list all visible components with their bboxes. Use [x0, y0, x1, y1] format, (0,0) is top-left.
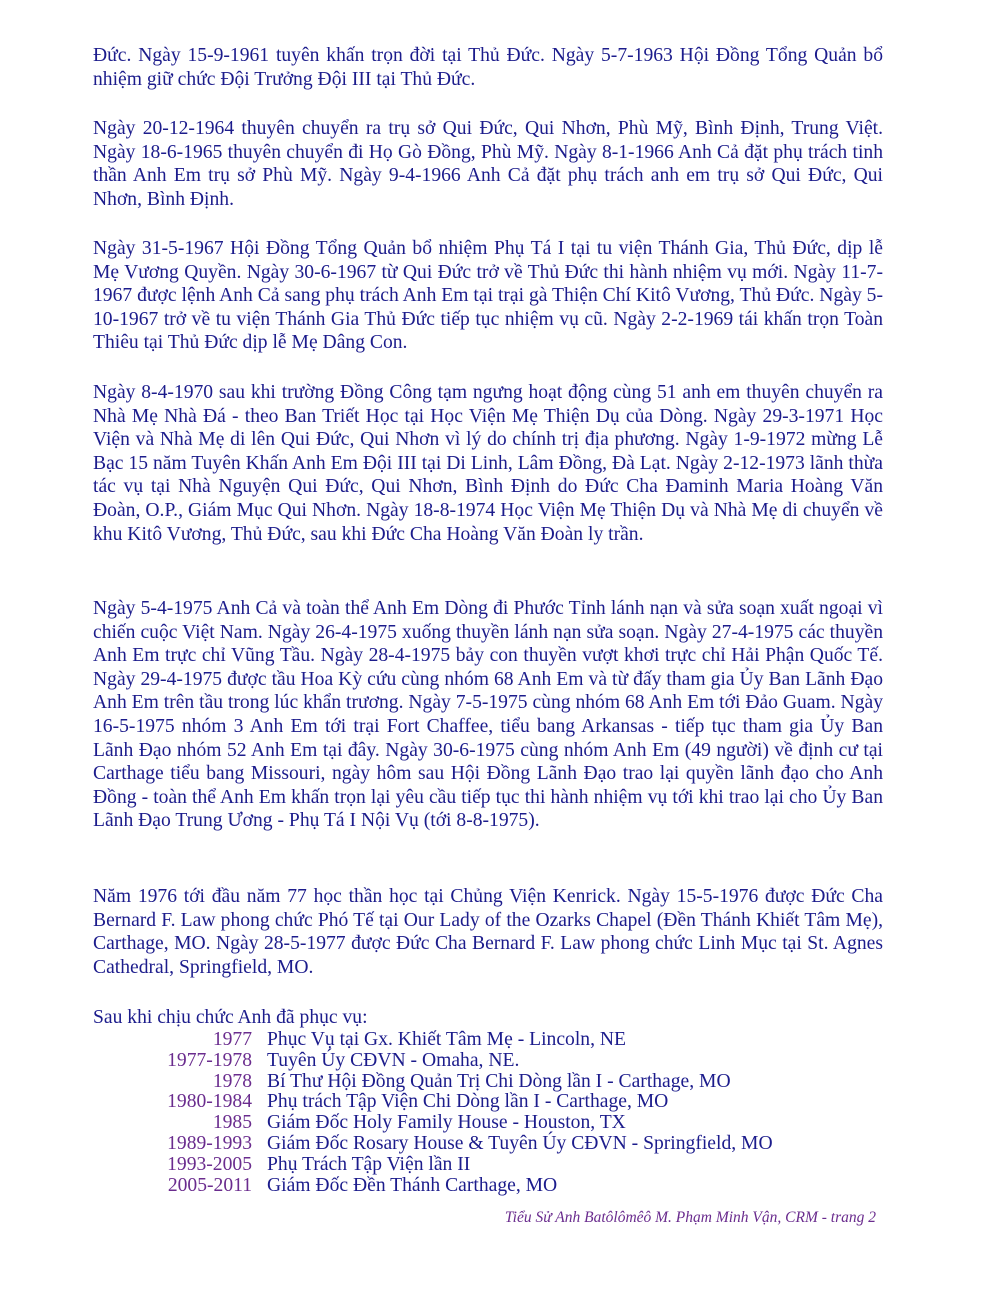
- service-year: 1980-1984: [167, 1091, 252, 1113]
- service-description: Bí Thư Hội Đồng Quản Trị Chi Dòng lần I - Carthage, MO: [267, 1070, 731, 1092]
- service-year: 1985: [212, 1112, 252, 1134]
- service-intro: Sau khi chịu chức Anh đã phục vụ:: [93, 1007, 368, 1028]
- service-item: [93, 1051, 893, 1072]
- service-item: [93, 1113, 893, 1134]
- service-item: [93, 1072, 893, 1093]
- service-list: [93, 1030, 893, 1196]
- service-item: [93, 1155, 893, 1176]
- service-item: [93, 1030, 893, 1051]
- service-description: Phụ trách Tập Viện Chi Dòng lần I - Carthage, MO: [267, 1091, 669, 1113]
- paragraph-2: Ngày 20-12-1964 thuyên chuyển ra trụ sở Qui Đức, Qui Nhơn, Phù Mỹ, Bình Định, Trung Việt. Ngày 18-6-1965 thuyên chuyển đi Họ Gò Đồng, Phù Mỹ. Ngày 8-1-1966 Anh Cả đặt phụ trách tinh thần Anh Em trụ sở Phù Mỹ. Ngày 9-4-1966 Anh Cả đặt phụ trách anh em trụ sở Qui Đức, Qui Nhơn, Bình Định.: [93, 118, 883, 210]
- service-year: 1977: [212, 1029, 252, 1050]
- paragraph-5: Ngày 5-4-1975 Anh Cả và toàn thể Anh Em Dòng đi Phước Tỉnh lánh nạn và sửa soạn xuất ngoại vì chiến cuộc Việt Nam. Ngày 26-4-1975 xuống thuyền lánh nạn sửa soạn. Ngày 27-4-1975 các thuyền Anh Em trực chỉ Vũng Tầu. Ngày 28-4-1975 bảy con thuyền vượt khơi trực chỉ Hải Phận Quốc Tế. Ngày 29-4-1975 được tầu Hoa Kỳ cứu cùng nhóm 68 Anh Em và từ đấy tham gia Ủy Ban Lãnh Đạo Anh Em trên tầu trong lúc khẩn trương. Ngày 7-5-1975 cùng nhóm 68 Anh Em tới Đảo Guam. Ngày 16-5-1975 nhóm 3 Anh Em tới trại Fort Chaffee, tiểu bang Arkansas - tiếp tục tham gia Ủy Ban Lãnh Đạo nhóm 52 Anh Em tại đây. Ngày 30-6-1975 cùng nhóm Anh Em (49 người) về định cư tại Carthage tiểu bang Missouri, ngày hôm sau Hội Đồng Lãnh Đạo trao lại quyền lãnh đạo cho Anh Đồng - toàn thể Anh Em khấn trọn lại yêu cầu tiếp tục thi hành nhiệm vụ tới khi trao lại cho Ủy Ban Lãnh Đạo Trung Ương - Phụ Tá I Nội Vụ (tới 8-8-1975).: [93, 598, 883, 832]
- service-description: Phụ Trách Tập Viện lần II: [267, 1153, 471, 1175]
- paragraph-1: Đức. Ngày 15-9-1961 tuyên khấn trọn đời tại Thủ Đức. Ngày 5-7-1963 Hội Đồng Tổng Quản bổ nhiệm giữ chức Đội Trưởng Đội III tại Thủ Đức.: [93, 45, 883, 90]
- paragraph-6: Năm 1976 tới đầu năm 77 học thần học tại Chủng Viện Kenrick. Ngày 15-5-1976 được Đức Cha Bernard F. Law phong chức Phó Tế tại Our Lady of the Ozarks Chapel (Đền Thánh Khiết Tâm Mẹ), Carthage, MO. Ngày 28-5-1977 được Đức Cha Bernard F. Law phong chức Linh Mục tại St. Agnes Cathedral, Springfield, MO.: [93, 886, 883, 978]
- service-item: [93, 1176, 893, 1197]
- service-year: 1989-1993: [167, 1132, 252, 1154]
- service-year: 1993-2005: [167, 1153, 252, 1175]
- service-description: Phục Vụ tại Gx. Khiết Tâm Mẹ - Lincoln, NE: [267, 1029, 626, 1050]
- service-description: Giám Đốc Đền Thánh Carthage, MO: [267, 1174, 558, 1196]
- service-year: 1978: [212, 1070, 252, 1092]
- service-description: Giám Đốc Holy Family House - Houston, TX: [267, 1112, 626, 1134]
- paragraph-4: Ngày 8-4-1970 sau khi trường Đồng Công tạm ngưng hoạt động cùng 51 anh em thuyên chuyển ra Nhà Mẹ Nhà Đá - theo Ban Triết Học tại Học Viện Mẹ Thiện Dụ của Dòng. Ngày 29-3-1971 Học Viện và Nhà Mẹ di lên Qui Đức, Qui Nhơn vì lý do chính trị địa phương. Ngày 1-9-1972 mừng Lễ Bạc 15 năm Tuyên Khấn Anh Em Đội III tại Di Linh, Lâm Đồng, Đà Lạt. Ngày 2-12-1973 lãnh thừa tác vụ tại Nhà Nguyện Qui Đức, Qui Nhơn, Bình Định do Đức Cha Đaminh Maria Hoàng Văn Đoàn, O.P., Giám Mục Qui Nhơn. Ngày 18-8-1974 Học Viện Mẹ Thiện Dụ và Nhà Mẹ di chuyển về khu Kitô Vương, Thủ Đức, sau khi Đức Cha Hoàng Văn Đoàn ly trần.: [93, 382, 883, 545]
- service-description: Giám Đốc Rosary House & Tuyên Úy CĐVN - Springfield, MO: [267, 1132, 773, 1154]
- service-item: [93, 1134, 893, 1155]
- paragraph-3: Ngày 31-5-1967 Hội Đồng Tổng Quản bổ nhiệm Phụ Tá I tại tu viện Thánh Gia, Thủ Đức, dịp lễ Mẹ Vương Quyền. Ngày 30-6-1967 từ Qui Đức trở về Thủ Đức thi hành nhiệm vụ mới. Ngày 11-7-1967 được lệnh Anh Cả sang phụ trách Anh Em tại trại gà Thiện Chí Kitô Vương, Thủ Đức. Ngày 5-10-1967 trở về tu viện Thánh Gia Thủ Đức tiếp tục nhiệm vụ cũ. Ngày 2-2-1969 tái khấn trọn Toàn Thiêu tại Thủ Đức dịp lễ Mẹ Dâng Con.: [93, 238, 883, 354]
- service-year: 2005-2011: [167, 1174, 252, 1196]
- page-footer: Tiểu Sử Anh Batôlômêô M. Phạm Minh Vận, CRM - trang 2: [504, 1209, 876, 1226]
- service-year: 1977-1978: [167, 1049, 252, 1071]
- service-description: Tuyên Úy CĐVN - Omaha, NE.: [267, 1049, 520, 1071]
- service-item: [93, 1092, 893, 1113]
